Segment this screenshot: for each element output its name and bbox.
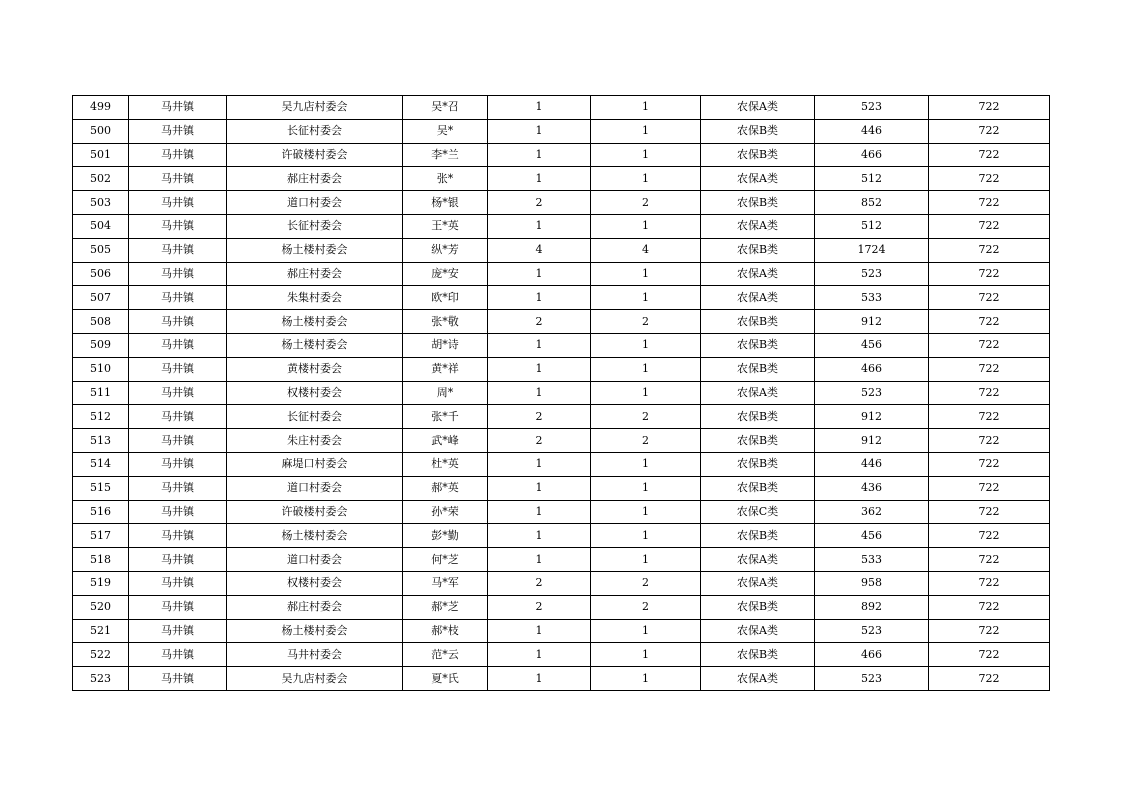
amount-cell: 466 xyxy=(815,143,929,167)
person-name-cell: 郝*英 xyxy=(403,476,488,500)
amount-cell: 852 xyxy=(815,191,929,215)
person-count-cell: 1 xyxy=(591,167,701,191)
person-name-cell: 李*兰 xyxy=(403,143,488,167)
town-cell: 马井镇 xyxy=(129,119,227,143)
person-name-cell: 黄*祥 xyxy=(403,357,488,381)
amount-cell: 436 xyxy=(815,476,929,500)
person-count-cell: 1 xyxy=(591,96,701,120)
person-name-cell: 庞*安 xyxy=(403,262,488,286)
household-count-cell: 1 xyxy=(488,476,591,500)
standard-cell: 722 xyxy=(929,571,1050,595)
town-cell: 马井镇 xyxy=(129,381,227,405)
insurance-category-cell: 农保B类 xyxy=(701,143,815,167)
serial-number-cell: 520 xyxy=(73,595,129,619)
household-count-cell: 1 xyxy=(488,643,591,667)
household-count-cell: 1 xyxy=(488,619,591,643)
amount-cell: 912 xyxy=(815,405,929,429)
standard-cell: 722 xyxy=(929,286,1050,310)
amount-cell: 912 xyxy=(815,429,929,453)
insurance-category-cell: 农保B类 xyxy=(701,405,815,429)
table-row xyxy=(73,381,1050,405)
standard-cell: 722 xyxy=(929,667,1050,691)
town-cell: 马井镇 xyxy=(129,357,227,381)
person-count-cell: 1 xyxy=(591,357,701,381)
insurance-category-cell: 农保B类 xyxy=(701,119,815,143)
person-count-cell: 1 xyxy=(591,333,701,357)
insurance-category-cell: 农保B类 xyxy=(701,238,815,262)
table-row xyxy=(73,619,1050,643)
serial-number-cell: 501 xyxy=(73,143,129,167)
village-committee-cell: 郝庄村委会 xyxy=(227,262,403,286)
household-count-cell: 4 xyxy=(488,238,591,262)
serial-number-cell: 519 xyxy=(73,571,129,595)
insurance-category-cell: 农保B类 xyxy=(701,333,815,357)
insurance-category-cell: 农保C类 xyxy=(701,500,815,524)
village-committee-cell: 权楼村委会 xyxy=(227,571,403,595)
amount-cell: 523 xyxy=(815,96,929,120)
table-row xyxy=(73,595,1050,619)
table-row xyxy=(73,667,1050,691)
town-cell: 马井镇 xyxy=(129,452,227,476)
serial-number-cell: 521 xyxy=(73,619,129,643)
insurance-category-cell: 农保A类 xyxy=(701,571,815,595)
insurance-category-cell: 农保A类 xyxy=(701,381,815,405)
person-count-cell: 2 xyxy=(591,595,701,619)
person-count-cell: 1 xyxy=(591,262,701,286)
village-committee-cell: 马井村委会 xyxy=(227,643,403,667)
town-cell: 马井镇 xyxy=(129,476,227,500)
amount-cell: 446 xyxy=(815,452,929,476)
serial-number-cell: 505 xyxy=(73,238,129,262)
household-count-cell: 2 xyxy=(488,429,591,453)
person-name-cell: 郝*芝 xyxy=(403,595,488,619)
standard-cell: 722 xyxy=(929,476,1050,500)
village-committee-cell: 吴九店村委会 xyxy=(227,667,403,691)
table-row xyxy=(73,524,1050,548)
table-row xyxy=(73,643,1050,667)
table-row xyxy=(73,214,1050,238)
person-name-cell: 王*英 xyxy=(403,214,488,238)
household-count-cell: 1 xyxy=(488,262,591,286)
serial-number-cell: 515 xyxy=(73,476,129,500)
standard-cell: 722 xyxy=(929,143,1050,167)
serial-number-cell: 508 xyxy=(73,310,129,334)
person-name-cell: 郝*枝 xyxy=(403,619,488,643)
person-count-cell: 1 xyxy=(591,119,701,143)
household-count-cell: 1 xyxy=(488,500,591,524)
amount-cell: 446 xyxy=(815,119,929,143)
village-committee-cell: 杨土楼村委会 xyxy=(227,238,403,262)
table-row xyxy=(73,571,1050,595)
person-count-cell: 1 xyxy=(591,143,701,167)
town-cell: 马井镇 xyxy=(129,96,227,120)
person-count-cell: 2 xyxy=(591,405,701,429)
table-row xyxy=(73,119,1050,143)
town-cell: 马井镇 xyxy=(129,571,227,595)
village-committee-cell: 道口村委会 xyxy=(227,476,403,500)
serial-number-cell: 512 xyxy=(73,405,129,429)
person-count-cell: 1 xyxy=(591,500,701,524)
table-row xyxy=(73,333,1050,357)
village-committee-cell: 长征村委会 xyxy=(227,405,403,429)
amount-cell: 466 xyxy=(815,643,929,667)
town-cell: 马井镇 xyxy=(129,214,227,238)
town-cell: 马井镇 xyxy=(129,238,227,262)
serial-number-cell: 523 xyxy=(73,667,129,691)
standard-cell: 722 xyxy=(929,191,1050,215)
standard-cell: 722 xyxy=(929,595,1050,619)
person-count-cell: 1 xyxy=(591,548,701,572)
town-cell: 马井镇 xyxy=(129,143,227,167)
person-count-cell: 1 xyxy=(591,476,701,500)
table-row xyxy=(73,476,1050,500)
amount-cell: 533 xyxy=(815,548,929,572)
town-cell: 马井镇 xyxy=(129,500,227,524)
town-cell: 马井镇 xyxy=(129,548,227,572)
person-count-cell: 1 xyxy=(591,667,701,691)
standard-cell: 722 xyxy=(929,452,1050,476)
household-count-cell: 1 xyxy=(488,96,591,120)
amount-cell: 512 xyxy=(815,214,929,238)
person-name-cell: 夏*氏 xyxy=(403,667,488,691)
village-committee-cell: 杨土楼村委会 xyxy=(227,524,403,548)
serial-number-cell: 500 xyxy=(73,119,129,143)
person-count-cell: 1 xyxy=(591,286,701,310)
table-row xyxy=(73,262,1050,286)
standard-cell: 722 xyxy=(929,500,1050,524)
table-row xyxy=(73,357,1050,381)
serial-number-cell: 513 xyxy=(73,429,129,453)
table-row xyxy=(73,286,1050,310)
household-count-cell: 2 xyxy=(488,405,591,429)
person-count-cell: 2 xyxy=(591,571,701,595)
insurance-category-cell: 农保B类 xyxy=(701,191,815,215)
insurance-category-cell: 农保B类 xyxy=(701,595,815,619)
town-cell: 马井镇 xyxy=(129,595,227,619)
standard-cell: 722 xyxy=(929,96,1050,120)
person-count-cell: 4 xyxy=(591,238,701,262)
insurance-category-cell: 农保B类 xyxy=(701,429,815,453)
person-name-cell: 武*峰 xyxy=(403,429,488,453)
person-name-cell: 吴* xyxy=(403,119,488,143)
village-committee-cell: 长征村委会 xyxy=(227,214,403,238)
household-count-cell: 1 xyxy=(488,143,591,167)
amount-cell: 362 xyxy=(815,500,929,524)
standard-cell: 722 xyxy=(929,429,1050,453)
standard-cell: 722 xyxy=(929,238,1050,262)
standard-cell: 722 xyxy=(929,357,1050,381)
insurance-category-cell: 农保B类 xyxy=(701,452,815,476)
table-row xyxy=(73,167,1050,191)
person-count-cell: 1 xyxy=(591,214,701,238)
household-count-cell: 2 xyxy=(488,310,591,334)
household-count-cell: 1 xyxy=(488,548,591,572)
town-cell: 马井镇 xyxy=(129,286,227,310)
insurance-category-cell: 农保B类 xyxy=(701,524,815,548)
amount-cell: 523 xyxy=(815,262,929,286)
amount-cell: 523 xyxy=(815,619,929,643)
household-count-cell: 1 xyxy=(488,119,591,143)
insurance-category-cell: 农保A类 xyxy=(701,167,815,191)
household-count-cell: 1 xyxy=(488,167,591,191)
person-name-cell: 彭*勤 xyxy=(403,524,488,548)
table-row xyxy=(73,238,1050,262)
standard-cell: 722 xyxy=(929,310,1050,334)
serial-number-cell: 507 xyxy=(73,286,129,310)
insurance-category-cell: 农保A类 xyxy=(701,667,815,691)
serial-number-cell: 503 xyxy=(73,191,129,215)
serial-number-cell: 504 xyxy=(73,214,129,238)
table-row xyxy=(73,96,1050,120)
amount-cell: 1724 xyxy=(815,238,929,262)
insurance-category-cell: 农保A类 xyxy=(701,214,815,238)
standard-cell: 722 xyxy=(929,262,1050,286)
town-cell: 马井镇 xyxy=(129,405,227,429)
village-committee-cell: 杨土楼村委会 xyxy=(227,619,403,643)
person-name-cell: 张* xyxy=(403,167,488,191)
household-count-cell: 2 xyxy=(488,191,591,215)
village-committee-cell: 许破楼村委会 xyxy=(227,143,403,167)
household-count-cell: 1 xyxy=(488,381,591,405)
serial-number-cell: 499 xyxy=(73,96,129,120)
village-committee-cell: 道口村委会 xyxy=(227,191,403,215)
insurance-category-cell: 农保B类 xyxy=(701,310,815,334)
amount-cell: 912 xyxy=(815,310,929,334)
table-row xyxy=(73,452,1050,476)
household-count-cell: 1 xyxy=(488,524,591,548)
serial-number-cell: 516 xyxy=(73,500,129,524)
table-row xyxy=(73,429,1050,453)
standard-cell: 722 xyxy=(929,524,1050,548)
insurance-category-cell: 农保A类 xyxy=(701,548,815,572)
village-committee-cell: 吴九店村委会 xyxy=(227,96,403,120)
town-cell: 马井镇 xyxy=(129,429,227,453)
person-name-cell: 胡*诗 xyxy=(403,333,488,357)
town-cell: 马井镇 xyxy=(129,262,227,286)
village-committee-cell: 麻堤口村委会 xyxy=(227,452,403,476)
village-committee-cell: 朱集村委会 xyxy=(227,286,403,310)
village-committee-cell: 黄楼村委会 xyxy=(227,357,403,381)
amount-cell: 958 xyxy=(815,571,929,595)
standard-cell: 722 xyxy=(929,548,1050,572)
standard-cell: 722 xyxy=(929,167,1050,191)
insurance-category-cell: 农保A类 xyxy=(701,262,815,286)
person-name-cell: 杜*英 xyxy=(403,452,488,476)
person-name-cell: 纵*芳 xyxy=(403,238,488,262)
town-cell: 马井镇 xyxy=(129,524,227,548)
household-count-cell: 1 xyxy=(488,667,591,691)
household-count-cell: 1 xyxy=(488,357,591,381)
town-cell: 马井镇 xyxy=(129,167,227,191)
serial-number-cell: 522 xyxy=(73,643,129,667)
standard-cell: 722 xyxy=(929,643,1050,667)
amount-cell: 512 xyxy=(815,167,929,191)
village-committee-cell: 郝庄村委会 xyxy=(227,595,403,619)
village-committee-cell: 朱庄村委会 xyxy=(227,429,403,453)
serial-number-cell: 511 xyxy=(73,381,129,405)
town-cell: 马井镇 xyxy=(129,643,227,667)
person-name-cell: 孙*荣 xyxy=(403,500,488,524)
household-count-cell: 1 xyxy=(488,452,591,476)
person-name-cell: 张*千 xyxy=(403,405,488,429)
serial-number-cell: 509 xyxy=(73,333,129,357)
person-count-cell: 1 xyxy=(591,643,701,667)
household-count-cell: 2 xyxy=(488,595,591,619)
town-cell: 马井镇 xyxy=(129,333,227,357)
person-count-cell: 2 xyxy=(591,191,701,215)
serial-number-cell: 517 xyxy=(73,524,129,548)
table-row xyxy=(73,143,1050,167)
table-row xyxy=(73,500,1050,524)
person-count-cell: 1 xyxy=(591,452,701,476)
amount-cell: 523 xyxy=(815,667,929,691)
village-committee-cell: 许破楼村委会 xyxy=(227,500,403,524)
amount-cell: 533 xyxy=(815,286,929,310)
village-committee-cell: 郝庄村委会 xyxy=(227,167,403,191)
amount-cell: 466 xyxy=(815,357,929,381)
records-table xyxy=(72,95,1050,691)
serial-number-cell: 518 xyxy=(73,548,129,572)
village-committee-cell: 道口村委会 xyxy=(227,548,403,572)
table-row xyxy=(73,310,1050,334)
insurance-category-cell: 农保A类 xyxy=(701,619,815,643)
person-name-cell: 马*军 xyxy=(403,571,488,595)
village-committee-cell: 权楼村委会 xyxy=(227,381,403,405)
person-name-cell: 吴*召 xyxy=(403,96,488,120)
insurance-category-cell: 农保B类 xyxy=(701,357,815,381)
serial-number-cell: 514 xyxy=(73,452,129,476)
household-count-cell: 1 xyxy=(488,333,591,357)
village-committee-cell: 杨土楼村委会 xyxy=(227,310,403,334)
records-table-body xyxy=(73,96,1050,691)
amount-cell: 892 xyxy=(815,595,929,619)
person-name-cell: 周* xyxy=(403,381,488,405)
standard-cell: 722 xyxy=(929,381,1050,405)
town-cell: 马井镇 xyxy=(129,667,227,691)
person-name-cell: 张*敬 xyxy=(403,310,488,334)
household-count-cell: 2 xyxy=(488,571,591,595)
serial-number-cell: 510 xyxy=(73,357,129,381)
town-cell: 马井镇 xyxy=(129,310,227,334)
table-row xyxy=(73,405,1050,429)
village-committee-cell: 长征村委会 xyxy=(227,119,403,143)
serial-number-cell: 506 xyxy=(73,262,129,286)
insurance-category-cell: 农保A类 xyxy=(701,286,815,310)
person-name-cell: 范*云 xyxy=(403,643,488,667)
insurance-category-cell: 农保B类 xyxy=(701,643,815,667)
amount-cell: 523 xyxy=(815,381,929,405)
amount-cell: 456 xyxy=(815,524,929,548)
standard-cell: 722 xyxy=(929,619,1050,643)
person-name-cell: 欧*印 xyxy=(403,286,488,310)
standard-cell: 722 xyxy=(929,405,1050,429)
person-count-cell: 1 xyxy=(591,381,701,405)
person-count-cell: 1 xyxy=(591,619,701,643)
person-count-cell: 2 xyxy=(591,310,701,334)
person-name-cell: 何*芝 xyxy=(403,548,488,572)
standard-cell: 722 xyxy=(929,119,1050,143)
village-committee-cell: 杨土楼村委会 xyxy=(227,333,403,357)
amount-cell: 456 xyxy=(815,333,929,357)
standard-cell: 722 xyxy=(929,333,1050,357)
serial-number-cell: 502 xyxy=(73,167,129,191)
town-cell: 马井镇 xyxy=(129,191,227,215)
table-row xyxy=(73,548,1050,572)
person-count-cell: 1 xyxy=(591,524,701,548)
household-count-cell: 1 xyxy=(488,286,591,310)
town-cell: 马井镇 xyxy=(129,619,227,643)
table-row xyxy=(73,191,1050,215)
household-count-cell: 1 xyxy=(488,214,591,238)
insurance-category-cell: 农保B类 xyxy=(701,476,815,500)
person-count-cell: 2 xyxy=(591,429,701,453)
standard-cell: 722 xyxy=(929,214,1050,238)
person-name-cell: 杨*银 xyxy=(403,191,488,215)
insurance-category-cell: 农保A类 xyxy=(701,96,815,120)
